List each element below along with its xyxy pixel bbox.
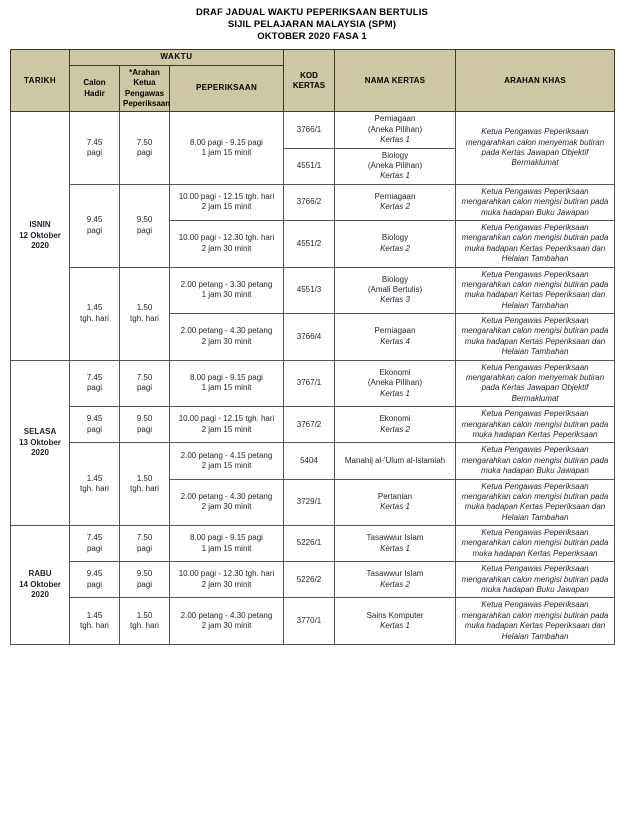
text-line: 2 jam 15 minit <box>201 202 252 212</box>
calon-hadir-time <box>70 443 120 526</box>
paper-kertas: Kertas 4 <box>380 336 410 346</box>
title-line-2: SIJIL PELAJARAN MALAYSIA (SPM) <box>227 19 397 31</box>
calon-hadir-time <box>70 407 120 443</box>
paper-code: 3766/1 <box>284 112 335 148</box>
text-line: tgh. hari <box>130 313 159 323</box>
header-kod-line1: KOD <box>300 70 318 80</box>
text-line: 8.00 pagi - 9.15 pagi <box>190 137 263 147</box>
text-line: 2.00 petang - 3.30 petang <box>180 279 273 289</box>
paper-kertas: Kertas 3 <box>380 295 410 305</box>
header-waktu: WAKTU <box>70 50 284 65</box>
text-line: 7.50 <box>136 137 153 147</box>
paper-name: Tasawwur Islam <box>366 533 424 543</box>
text-line: 7.50 <box>136 533 153 543</box>
arahan-ketua-pengawas-time <box>120 562 170 598</box>
paper-name-cell <box>335 184 456 220</box>
paper-code: 4551/3 <box>284 267 335 314</box>
special-instruction: Ketua Pengawas Peperiksaan mengarahkan calon mengisi butiran pada muka hadapan Buku Jawapan <box>456 562 615 598</box>
date-cell <box>11 360 70 525</box>
text-line: pagi <box>136 424 153 434</box>
header-nama-kertas: NAMA KERTAS <box>335 50 456 112</box>
calon-hadir-time <box>70 267 120 360</box>
date-line: 2020 <box>31 448 49 458</box>
text-line: 2 jam 30 minit <box>201 336 252 346</box>
text-line: 2 jam 30 minit <box>201 579 252 589</box>
calon-hadir-time <box>70 562 120 598</box>
text-line: pagi <box>136 383 153 393</box>
paper-name: Biology <box>381 233 409 243</box>
paper-name: Perniagaan <box>374 191 416 201</box>
header-calon-hadir <box>70 65 120 112</box>
text-line: 2.00 petang - 4.30 petang <box>180 610 273 620</box>
text-line: pagi <box>136 148 153 158</box>
date-line: 14 Oktober <box>19 579 61 589</box>
text-line: 7.45 <box>86 137 103 147</box>
text-line: 10.00 pagi - 12.15 tgh. hari <box>178 414 275 424</box>
title-line-1: DRAF JADUAL WAKTU PEPERIKSAAN BERTULIS <box>196 7 428 18</box>
date-cell <box>11 526 70 645</box>
arahan-ketua-pengawas-time <box>120 407 170 443</box>
text-line: 9.50 <box>136 215 153 225</box>
header-arahan-kp-line2: Pengawas <box>124 88 165 98</box>
date-cell <box>11 112 70 360</box>
text-line: 2 jam 30 minit <box>201 621 252 631</box>
text-line: 1 jam 30 minit <box>201 290 252 300</box>
text-line: 2 jam 15 minit <box>201 424 252 434</box>
paper-code: 3770/1 <box>284 598 335 645</box>
text-line: 2 jam 30 minit <box>201 502 252 512</box>
text-line: 10.00 pagi - 12.15 tgh. hari <box>178 191 275 201</box>
arahan-ketua-pengawas-time <box>120 598 170 645</box>
title-line-3: OKTOBER 2020 FASA 1 <box>257 31 367 43</box>
arahan-ketua-pengawas-time <box>120 184 170 267</box>
paper-code: 3729/1 <box>284 479 335 526</box>
header-calon-line1: Calon <box>83 78 106 88</box>
arahan-ketua-pengawas-time <box>120 360 170 407</box>
special-instruction: Ketua Pengawas Peperiksaan mengarahkan calon menyemak butiran pada Kertas Jawapan Objektif Bermaklumat <box>456 112 615 184</box>
paper-name-cell <box>335 598 456 645</box>
exam-schedule-table <box>10 49 615 645</box>
text-line: 1.50 <box>136 610 153 620</box>
date-line: 2020 <box>31 241 49 251</box>
paper-name: Pertanian <box>377 491 413 501</box>
exam-time-window <box>170 479 284 526</box>
paper-kertas: Kertas 1 <box>380 388 410 398</box>
header-peperiksaan: PEPERIKSAAN <box>170 65 284 112</box>
text-line: 8.00 pagi - 9.15 pagi <box>190 533 263 543</box>
table-row <box>11 526 615 562</box>
date-line: 12 Oktober <box>19 230 61 240</box>
text-line: 1 jam 15 minit <box>201 383 252 393</box>
text-line: pagi <box>136 579 153 589</box>
exam-time-window <box>170 526 284 562</box>
paper-name: Biology <box>381 274 409 284</box>
text-line: pagi <box>86 424 103 434</box>
text-line: tgh. hari <box>80 621 109 631</box>
special-instruction: Ketua Pengawas Peperiksaan mengarahkan calon mengisi butiran pada muka hadapan Buku Jawapan <box>456 184 615 220</box>
text-line: 10.00 pagi - 12.30 tgh. hari <box>178 233 275 243</box>
special-instruction: Ketua Pengawas Peperiksaan mengarahkan calon mengisi butiran pada muka hadapan Kertas Peperiksaan <box>456 407 615 443</box>
text-line: pagi <box>136 225 153 235</box>
text-line: tgh. hari <box>80 313 109 323</box>
paper-subtitle: (Amali Bertulis) <box>367 285 423 295</box>
calon-hadir-time <box>70 184 120 267</box>
text-line: pagi <box>86 225 103 235</box>
paper-name-cell <box>335 220 456 267</box>
exam-time-window <box>170 267 284 314</box>
text-line: tgh. hari <box>80 484 109 494</box>
paper-code: 3766/4 <box>284 314 335 361</box>
text-line: 1 jam 15 minit <box>201 148 252 158</box>
table-row <box>11 184 615 220</box>
paper-name: Biology <box>381 150 409 160</box>
document-title <box>0 0 624 43</box>
paper-subtitle: (Aneka Pilihan) <box>367 160 423 170</box>
special-instruction: Ketua Pengawas Peperiksaan mengarahkan calon mengisi butiran pada muka hadapan Buku Jawapan <box>456 443 615 479</box>
date-line: ISNIN <box>29 220 51 230</box>
special-instruction: Ketua Pengawas Peperiksaan mengarahkan calon mengisi butiran pada muka hadapan Kertas Peperiksaan dan Helaian Tambahan <box>456 314 615 361</box>
text-line: 7.50 <box>136 373 153 383</box>
paper-code: 3767/1 <box>284 360 335 407</box>
paper-code: 4551/1 <box>284 148 335 184</box>
calon-hadir-time <box>70 360 120 407</box>
text-line: 9.50 <box>136 414 153 424</box>
header-arahan-khas: ARAHAN KHAS <box>456 50 615 112</box>
paper-code: 5226/2 <box>284 562 335 598</box>
exam-time-window <box>170 443 284 479</box>
text-line: 1.45 <box>86 473 103 483</box>
text-line: tgh. hari <box>130 621 159 631</box>
text-line: 1.45 <box>86 303 103 313</box>
arahan-ketua-pengawas-time <box>120 267 170 360</box>
header-kod-line2: KERTAS <box>292 80 326 90</box>
paper-kertas: Kertas 2 <box>380 579 410 589</box>
text-line: 2.00 petang - 4.30 petang <box>180 491 273 501</box>
header-kod-kertas <box>284 50 335 112</box>
text-line: 1.50 <box>136 303 153 313</box>
paper-kertas: Kertas 1 <box>380 135 410 145</box>
exam-time-window <box>170 314 284 361</box>
exam-time-window <box>170 184 284 220</box>
header-tarikh: TARIKH <box>11 50 70 112</box>
date-line: 2020 <box>31 590 49 600</box>
special-instruction: Ketua Pengawas Peperiksaan mengarahkan calon mengisi butiran pada muka hadapan Kertas Peperiksaan dan Helaian Tambahan <box>456 479 615 526</box>
arahan-ketua-pengawas-time <box>120 443 170 526</box>
arahan-ketua-pengawas-time <box>120 526 170 562</box>
table-header <box>11 50 615 112</box>
special-instruction: Ketua Pengawas Peperiksaan mengarahkan calon mengisi butiran pada muka hadapan Kertas Peperiksaan dan Helaian Tambahan <box>456 220 615 267</box>
text-line: 2 jam 15 minit <box>201 460 252 470</box>
text-line: 2.00 petang - 4.30 petang <box>180 326 273 336</box>
text-line: 2.00 petang - 4.15 petang <box>180 450 273 460</box>
paper-name: Ekonomi <box>379 414 411 424</box>
paper-name-cell <box>335 526 456 562</box>
paper-name: Ekonomi <box>379 367 411 377</box>
paper-kertas: Kertas 1 <box>380 543 410 553</box>
calon-hadir-time <box>70 598 120 645</box>
header-arahan-ketua-pengawas <box>120 65 170 112</box>
paper-name-cell <box>335 479 456 526</box>
paper-name-cell <box>335 407 456 443</box>
paper-kertas: Kertas 1 <box>380 502 410 512</box>
text-line: pagi <box>86 579 103 589</box>
paper-kertas: Kertas 1 <box>380 621 410 631</box>
header-calon-line2: Hadir <box>84 88 105 98</box>
paper-name: Tasawwur Islam <box>366 569 424 579</box>
paper-name-cell <box>335 112 456 148</box>
text-line: 9.45 <box>86 215 103 225</box>
text-line: 7.45 <box>86 533 103 543</box>
table-row <box>11 360 615 407</box>
paper-name-cell <box>335 314 456 361</box>
table-row <box>11 598 615 645</box>
exam-time-window <box>170 598 284 645</box>
paper-code: 4551/2 <box>284 220 335 267</box>
header-arahan-kp-line3: Peperiksaan <box>123 99 171 109</box>
exam-time-window <box>170 360 284 407</box>
date-line: 13 Oktober <box>19 437 61 447</box>
special-instruction: Ketua Pengawas Peperiksaan mengarahkan calon mengisi butiran pada muka hadapan Kertas Peperiksaan dan Helaian Tambahan <box>456 267 615 314</box>
text-line: 1.45 <box>86 610 103 620</box>
text-line: 9.45 <box>86 569 103 579</box>
special-instruction: Ketua Pengawas Peperiksaan mengarahkan calon mengisi butiran pada muka hadapan Kertas Peperiksaan <box>456 526 615 562</box>
paper-kertas: Kertas 2 <box>380 243 410 253</box>
calon-hadir-time <box>70 526 120 562</box>
paper-kertas: Kertas 2 <box>380 424 410 434</box>
date-line: RABU <box>28 569 52 579</box>
paper-name-cell <box>335 360 456 407</box>
table-row <box>11 443 615 479</box>
paper-name-cell <box>335 148 456 184</box>
text-line: 8.00 pagi - 9.15 pagi <box>190 373 263 383</box>
paper-kertas: Kertas 2 <box>380 202 410 212</box>
table-body <box>11 112 615 645</box>
exam-time-window <box>170 562 284 598</box>
text-line: 10.00 pagi - 12.30 tgh. hari <box>178 569 275 579</box>
paper-code: 5226/1 <box>284 526 335 562</box>
paper-kertas: Kertas 1 <box>380 171 410 181</box>
table-row <box>11 267 615 314</box>
text-line: tgh. hari <box>130 484 159 494</box>
paper-name-cell <box>335 443 456 479</box>
table-row <box>11 562 615 598</box>
paper-code: 5404 <box>284 443 335 479</box>
paper-subtitle: (Aneka Pilihan) <box>367 124 423 134</box>
paper-name: Perniagaan <box>374 114 416 124</box>
paper-name-cell <box>335 267 456 314</box>
exam-time-window <box>170 112 284 184</box>
exam-time-window <box>170 407 284 443</box>
text-line: pagi <box>86 543 103 553</box>
text-line: 9.45 <box>86 414 103 424</box>
header-arahan-kp-line1: *Arahan Ketua <box>129 67 160 88</box>
special-instruction: Ketua Pengawas Peperiksaan mengarahkan calon mengisi butiran pada muka hadapan Kertas Peperiksaan dan Helaian Tambahan <box>456 598 615 645</box>
calon-hadir-time <box>70 112 120 184</box>
text-line: pagi <box>86 383 103 393</box>
text-line: pagi <box>86 148 103 158</box>
text-line: 7.45 <box>86 373 103 383</box>
table-row <box>11 407 615 443</box>
paper-code: 3766/2 <box>284 184 335 220</box>
paper-subtitle: (Aneka Pilihan) <box>367 378 423 388</box>
paper-name-cell <box>335 562 456 598</box>
paper-name: Perniagaan <box>374 326 416 336</box>
special-instruction: Ketua Pengawas Peperiksaan mengarahkan calon menyemak butiran pada Kertas Jawapan Objektif Bermaklumat <box>456 360 615 407</box>
table-row <box>11 112 615 148</box>
text-line: 9.50 <box>136 569 153 579</box>
text-line: 1.50 <box>136 473 153 483</box>
paper-name: Sains Komputer <box>366 610 424 620</box>
text-line: pagi <box>136 543 153 553</box>
text-line: 1 jam 15 minit <box>201 543 252 553</box>
text-line: 2 jam 30 minit <box>201 243 252 253</box>
header-row-1 <box>11 50 615 65</box>
paper-name: Manahij al-'Ulum al-Islamiah <box>344 455 446 465</box>
arahan-ketua-pengawas-time <box>120 112 170 184</box>
paper-code: 3767/2 <box>284 407 335 443</box>
date-line: SELASA <box>23 427 57 437</box>
exam-time-window <box>170 220 284 267</box>
